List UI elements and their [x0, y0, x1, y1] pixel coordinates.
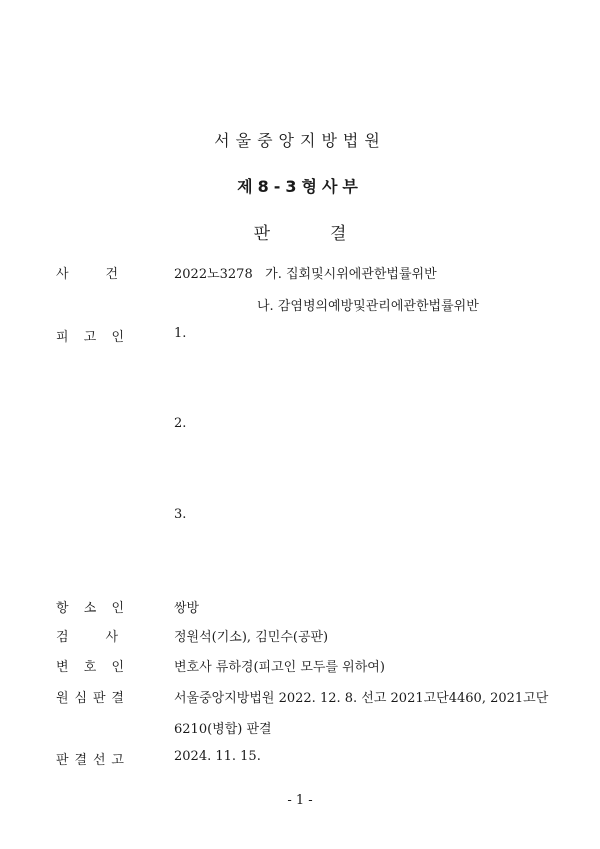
sentence-date-value: 2024. 11. 15. [174, 749, 261, 764]
court-name: 서울중앙지방법원 [214, 131, 386, 150]
case-number: 2022노3278 [174, 267, 253, 282]
prosecutor-value: 정원석(기소), 김민수(공판) [174, 630, 329, 645]
defendant-item: 1. [174, 326, 187, 341]
counsel-value: 변호사 류하경(피고인 모두를 위하여) [174, 660, 385, 675]
defendant-label: 피 고 인 [56, 330, 124, 345]
document-type: 판결 [253, 224, 407, 244]
case-label: 사 건 [56, 267, 118, 282]
defendant-item: 3. [174, 507, 187, 522]
division-name: 제8-3형사부 [237, 177, 363, 196]
case-number-line [174, 263, 437, 282]
defendant-item: 2. [174, 416, 187, 431]
original-judgment-line1: 서울중앙지방법원 2022. 12. 8. 선고 2021고단4460, 2021고단 [174, 691, 549, 706]
original-judgment-line2: 6210(병합) 판결 [174, 722, 272, 737]
appellant-value: 쌍방 [174, 601, 200, 616]
charge-a: 가. 집회및시위에관한법률위반 [265, 267, 437, 282]
original-judgment-label: 원 심 판 결 [56, 691, 124, 706]
prosecutor-label: 검 사 [56, 630, 118, 645]
appellant-label: 항 소 인 [56, 601, 124, 616]
counsel-label: 변 호 인 [56, 660, 124, 675]
sentence-date-label: 판 결 선 고 [56, 753, 124, 768]
charge-b: 나. 감염병의예방및관리에관한법률위반 [257, 299, 479, 314]
page-number: - 1 - [287, 793, 313, 808]
